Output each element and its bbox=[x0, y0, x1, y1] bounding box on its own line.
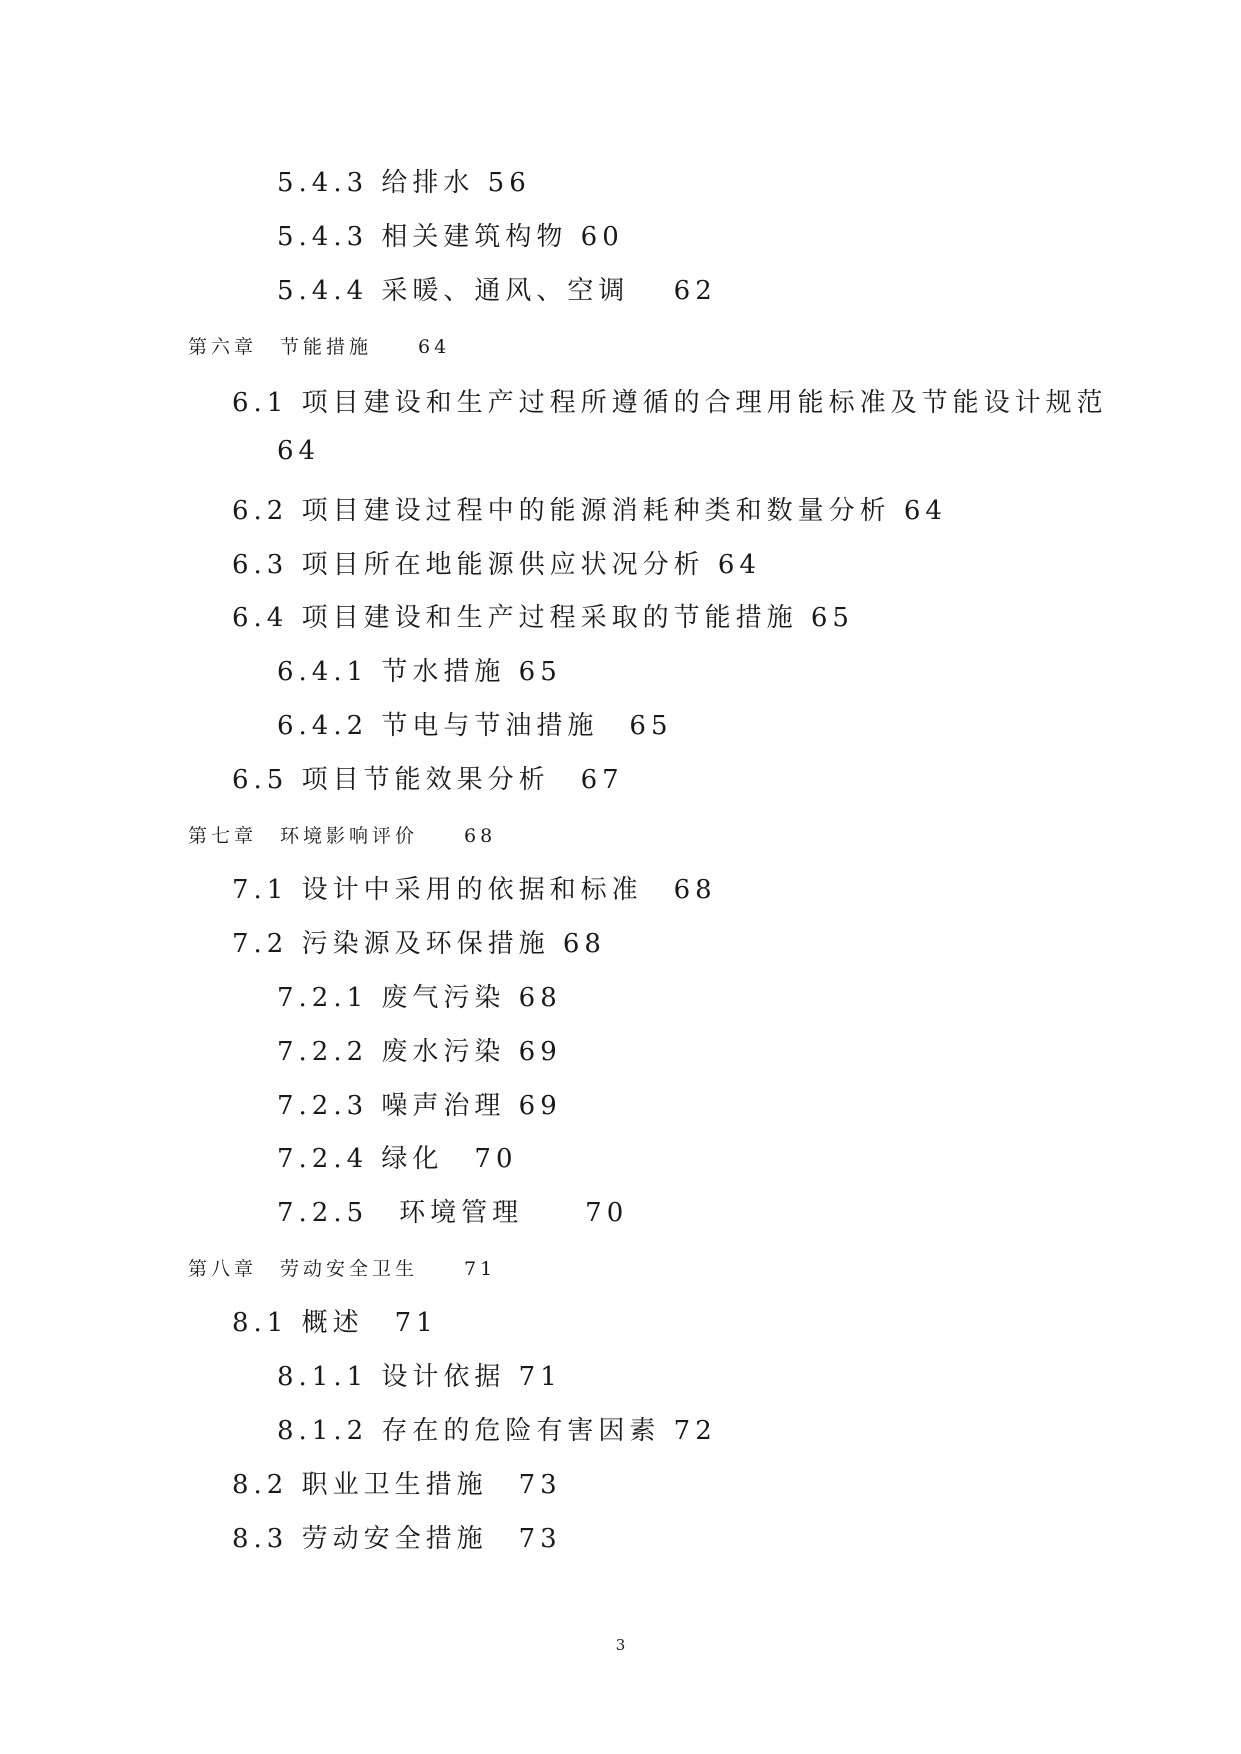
toc-entry-8-1: 8.1 概述 71 bbox=[232, 1308, 438, 1338]
toc-entry-8-1-1: 8.1.1 设计依据 71 bbox=[277, 1362, 562, 1392]
toc-entry-8-1-2: 8.1.2 存在的危险有害因素 72 bbox=[277, 1416, 717, 1446]
toc-entry-7-2-1: 7.2.1 废气污染 68 bbox=[277, 983, 562, 1013]
toc-entry-6-4: 6.4 项目建设和生产过程采取的节能措施 65 bbox=[232, 603, 854, 633]
toc-entry-6-1: 6.1 项目建设和生产过程所遵循的合理用能标准及节能设计规范 bbox=[232, 388, 1108, 418]
toc-entry-6-4-1: 6.4.1 节水措施 65 bbox=[277, 657, 562, 687]
toc-entry-5-4-4-hvac: 5.4.4 采暖、通风、空调 62 bbox=[277, 276, 717, 306]
toc-entry-5-4-3-buildings: 5.4.3 相关建筑构物 60 bbox=[277, 222, 624, 252]
toc-entry-6-4-2: 6.4.2 节电与节油措施 65 bbox=[277, 711, 673, 741]
toc-entry-7-2-4: 7.2.4 绿化 70 bbox=[277, 1144, 518, 1174]
toc-entry-6-2: 6.2 项目建设过程中的能源消耗种类和数量分析 64 bbox=[232, 496, 947, 526]
toc-chapter-6: 第六章 节能措施 64 bbox=[188, 336, 451, 358]
page-number: 3 bbox=[615, 1636, 626, 1654]
toc-entry-8-2: 8.2 职业卫生措施 73 bbox=[232, 1470, 562, 1500]
toc-chapter-7: 第七章 环境影响评价 68 bbox=[188, 825, 497, 847]
toc-entry-6-1-page: 64 bbox=[277, 436, 321, 466]
toc-entry-8-3: 8.3 劳动安全措施 73 bbox=[232, 1524, 562, 1554]
toc-entry-7-2-3: 7.2.3 噪声治理 69 bbox=[277, 1091, 562, 1121]
toc-entry-6-5: 6.5 项目节能效果分析 67 bbox=[232, 765, 624, 795]
toc-entry-7-2-5: 7.2.5 环境管理 70 bbox=[277, 1198, 629, 1228]
toc-entry-7-2: 7.2 污染源及环保措施 68 bbox=[232, 929, 606, 959]
toc-entry-6-3: 6.3 项目所在地能源供应状况分析 64 bbox=[232, 550, 761, 580]
toc-entry-7-1: 7.1 设计中采用的依据和标准 68 bbox=[232, 875, 717, 905]
toc-entry-5-4-3-water: 5.4.3 给排水 56 bbox=[277, 168, 531, 198]
toc-entry-7-2-2: 7.2.2 废水污染 69 bbox=[277, 1037, 562, 1067]
toc-chapter-8: 第八章 劳动安全卫生 71 bbox=[188, 1258, 497, 1280]
